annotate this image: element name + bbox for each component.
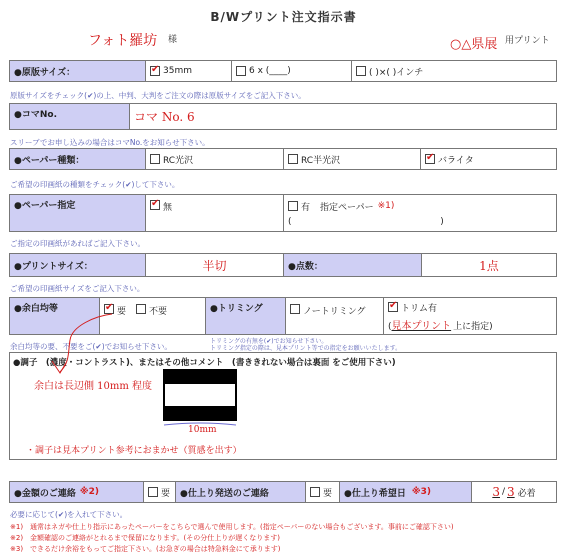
original-size-note: 原版サイズをチェック(✔)の上、中判、大判をご注文の際は原版サイズをご記入下さい。 bbox=[10, 91, 306, 100]
option-no-trim-label: ノートリミング bbox=[303, 307, 366, 317]
due-date-field[interactable] bbox=[472, 482, 556, 502]
arrow-head bbox=[52, 361, 66, 373]
contact-row bbox=[9, 481, 557, 503]
option-paper-yes-label: 有 bbox=[301, 202, 311, 213]
option-trim-label: トリム有 bbox=[401, 303, 438, 314]
ship-contact-option-label: 要 bbox=[323, 488, 333, 499]
margin-need-label: 要 bbox=[117, 307, 127, 317]
margin-instruction: 余白は長辺側 10mm 程度 bbox=[34, 381, 153, 392]
option-baryta-label: バライタ bbox=[438, 155, 474, 166]
due-date-separator: / bbox=[501, 487, 506, 497]
price-contact-mark: ※2) bbox=[79, 487, 99, 497]
trimming-note-2: トリミング指定の際は、見本プリント等での指定をお願いいたします。 bbox=[210, 345, 402, 352]
dimension-label: 10mm bbox=[188, 425, 217, 435]
checkbox-ship-contact[interactable] bbox=[310, 487, 320, 497]
paper-spec-note: ご指定の印画紙があればご記入下さい。 bbox=[10, 239, 145, 248]
due-date-day: 3 bbox=[507, 485, 515, 499]
price-contact-text: ●金額のご連絡 bbox=[14, 488, 76, 499]
footnote-2: ※2) 金額確認のご連絡がとれるまで保留になります。(その分仕上りが遅くなります) bbox=[10, 534, 280, 542]
footnote-1: ※1) 通常はネガや仕上り指示にあったペーパーをこちらで選んで使用します。(指定ペーパーのない場合もございます。事前にご確認下さい) bbox=[10, 523, 454, 531]
paper-spec-mark: ※1) bbox=[377, 201, 395, 211]
margin-note: 余白均等の要、不要をご(✔)でお知らせ下さい。 bbox=[10, 342, 172, 351]
tone-instruction: ・調子は見本プリント参考におまかせ（質感を出す） bbox=[26, 446, 242, 456]
due-date-month: 3 bbox=[492, 485, 500, 499]
honorific: 様 bbox=[168, 35, 178, 45]
option-35mm-label: 35mm bbox=[163, 66, 192, 76]
trim-sample-value[interactable]: 見本プリント bbox=[391, 320, 452, 332]
frame-no-note: スリーブでお申し込みの場合はコマNo.をお知らせ下さい。 bbox=[10, 138, 210, 147]
price-contact-option-label: 要 bbox=[161, 488, 171, 499]
count-value: 1点 bbox=[479, 258, 499, 273]
price-contact-label bbox=[10, 482, 144, 502]
trimming-label: ●トリミング bbox=[206, 298, 286, 334]
option-rc-gloss-label: RC光沢 bbox=[163, 155, 194, 166]
due-date-mark: ※3) bbox=[411, 487, 431, 497]
due-date-text: ●仕上り希望日 bbox=[344, 488, 406, 499]
paper-spec-label: ●ペーパー指定 bbox=[10, 195, 146, 231]
margin-label: ●余白均等 bbox=[10, 298, 100, 334]
checkbox-price-contact[interactable] bbox=[148, 487, 158, 497]
option-paper-none-label: 無 bbox=[163, 203, 173, 213]
option-inch-label: ( )×( )インチ bbox=[369, 67, 424, 78]
comment-label: ●調子 (濃度・コントラスト)、またはその他コメント (書ききれない場合は裏面 をご使用下さい) bbox=[13, 358, 396, 368]
option-6x-label: 6 x (____) bbox=[249, 66, 291, 76]
event-name: ○△県展 bbox=[450, 37, 498, 52]
ship-contact-option[interactable] bbox=[306, 482, 340, 502]
option-rc-semigloss-label: RC半光沢 bbox=[301, 155, 341, 166]
original-size-label: ●原版サイズ： bbox=[10, 61, 146, 81]
print-size-label: ●プリントサイズ： bbox=[10, 254, 146, 276]
count-label: ●点数： bbox=[284, 254, 422, 276]
paper-type-label: ●ペーパー種類： bbox=[10, 149, 146, 169]
print-size-value: 半切 bbox=[202, 258, 227, 273]
due-date-suffix: 必着 bbox=[517, 488, 536, 499]
contact-note: 必要に応じて(✔)を入れて下さい。 bbox=[10, 510, 128, 519]
frame-no-value: コマ No. 6 bbox=[134, 110, 195, 124]
trim-sample-open: ( bbox=[388, 321, 392, 332]
price-contact-option[interactable] bbox=[144, 482, 176, 502]
margin-noneed-label: 不要 bbox=[149, 307, 168, 317]
frame-no-label: ●コマNo. bbox=[10, 104, 130, 129]
footnote-3: ※3) できるだけ余裕をもってご指定下さい。(お急ぎの場合は特急料金にて承ります) bbox=[10, 545, 281, 553]
due-date-label bbox=[340, 482, 472, 502]
trimming-note-1: トリミングの有無を(✔)でお知らせ下さい。 bbox=[210, 338, 328, 345]
ship-contact-label: ●仕上り発送のご連絡 bbox=[176, 482, 306, 502]
paper-type-note: ご希望の印画紙の種類をチェック(✔)して下さい。 bbox=[10, 180, 180, 189]
document-title: B/Wプリント注文指示書 bbox=[210, 10, 357, 24]
event-suffix: 用プリント bbox=[505, 36, 550, 46]
paper-spec-field-label: 指定ペーパー bbox=[320, 202, 374, 213]
print-size-note: ご希望の印画紙サイズをご記入下さい。 bbox=[10, 284, 145, 293]
arrow-line bbox=[60, 314, 112, 372]
paper-spec-blank[interactable]: ( ) bbox=[288, 216, 444, 227]
customer-name: フォト羅坊 bbox=[88, 33, 158, 49]
trim-sample-close: 上に指定) bbox=[453, 321, 493, 332]
